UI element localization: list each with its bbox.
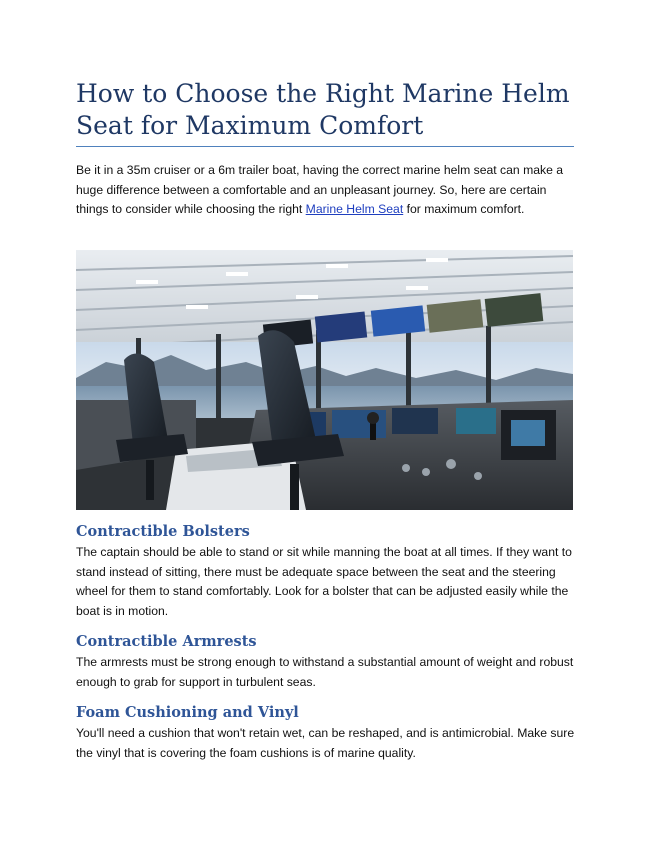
intro-paragraph <box>76 161 576 220</box>
section-heading-armrests: Contractible Armrests <box>76 633 257 650</box>
marine-helm-seat-link[interactable]: Marine Helm Seat <box>305 202 404 217</box>
section-heading-foam: Foam Cushioning and Vinyl <box>76 704 299 721</box>
intro-text-before-link: Be it in a 35m cruiser or a 6m trailer boat, having the correct marine helm seat can make a huge difference between a comfortable and an unpleasant journey. So, here are certain things to consider while choosing the right <box>76 163 564 217</box>
section-body-armrests: The armrests must be strong enough to withstand a substantial amount of weight and robust enough to grab for support in turbulent seas. <box>76 655 574 689</box>
intro-text-after-link: for maximum comfort. <box>403 202 525 217</box>
section-body-foam: You'll need a cushion that won't retain wet, can be reshaped, and is antimicrobial. Make sure the vinyl that is covering the foam cushions is of marine quality. <box>76 726 575 760</box>
section-body-bolsters: The captain should be able to stand or sit while manning the boat at all times. If they want to stand instead of sitting, there must be adequate space between the seat and the steering wheel for them to stand comfortably. Look for a bolster that can be adjusted easily while the boat is in motion. <box>76 545 572 618</box>
ship-bridge-photo <box>76 250 573 510</box>
title-underline <box>76 146 574 147</box>
section-heading-bolsters: Contractible Bolsters <box>76 523 250 540</box>
page-title: How to Choose the Right Marine Helm Seat for Maximum Comfort <box>76 79 570 140</box>
ship-bridge-illustration <box>76 250 573 510</box>
